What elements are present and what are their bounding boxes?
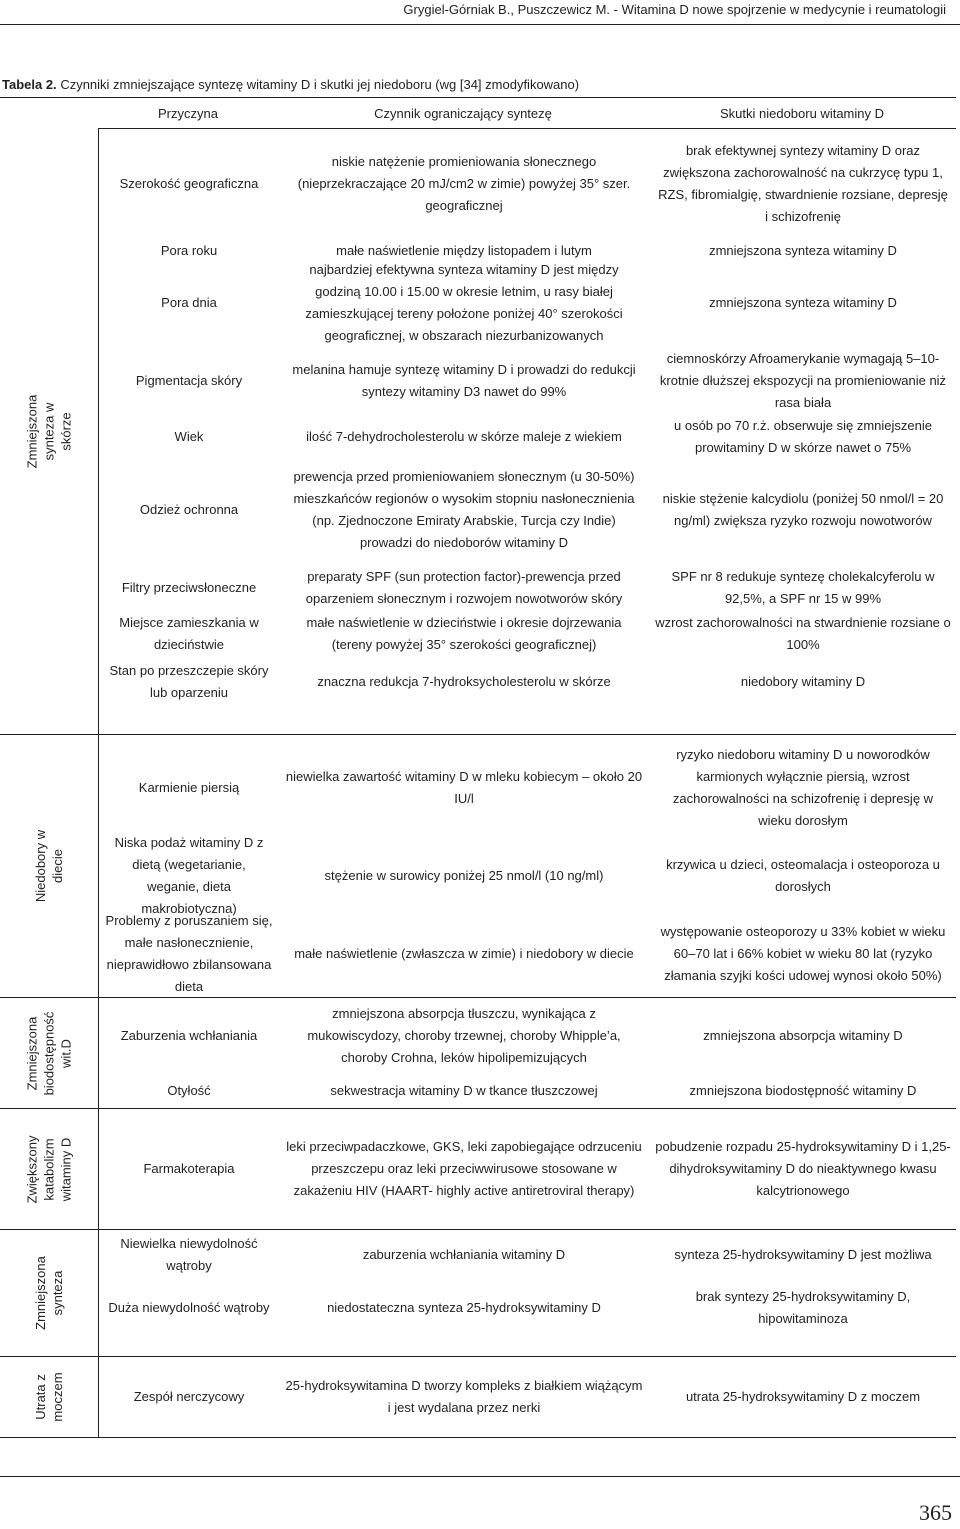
- cause-cell: Miejsce zamieszkania w dzieciństwie: [119, 615, 259, 652]
- table-row: [99, 835, 957, 916]
- effect-cell: zmniejszona synteza witaminy D: [709, 243, 897, 258]
- table-row: [99, 911, 957, 997]
- group-label: [0, 1230, 99, 1356]
- group-label: [0, 1357, 99, 1437]
- table-group: [0, 1109, 956, 1230]
- cause-cell: Pora dnia: [161, 295, 217, 310]
- factor-cell: niewielka zawartość witaminy D w mleku kobiecym – około 20 IU/l: [285, 769, 643, 806]
- header-cause: Przyczyna: [158, 105, 218, 121]
- table-group: [0, 735, 956, 998]
- cause-cell: Farmakoterapia: [143, 1161, 235, 1176]
- cause-cell: Niska podaż witaminy D z dietą (wegetarianie, weganie, dieta makrobiotyczna): [114, 835, 264, 916]
- effect-cell: niedobory witaminy D: [740, 673, 866, 689]
- table-row: [99, 657, 957, 706]
- table-group: [0, 998, 956, 1109]
- header-limiting-factor: Czynnik ograniczający syntezę: [374, 105, 552, 121]
- group-label-text: Zwiększony katabolizm witaminy D: [24, 1135, 74, 1203]
- effect-cell: brak syntezy 25-hydroksywitaminy D, hipowitaminoza: [695, 1289, 911, 1326]
- factor-cell: 25-hydroksywitamina D tworzy kompleks z białkiem wiążącym i jest wydalana przez nerki: [285, 1378, 643, 1415]
- page-number: 365: [919, 1500, 952, 1525]
- effect-cell: utrata 25-hydroksywitaminy D z moczem: [685, 1389, 921, 1404]
- cause-cell: Pora roku: [160, 243, 218, 258]
- table-body: [0, 129, 956, 1438]
- table-row: [99, 1357, 957, 1437]
- effect-cell: krzywica u dzieci, osteomalacja i osteoporoza u dorosłych: [666, 857, 940, 894]
- cause-cell: Otyłość: [167, 1083, 211, 1098]
- cause-cell: Pigmentacja skóry: [135, 373, 243, 388]
- effect-cell: niskie stężenie kalcydiolu (poniżej 50 nmol/l = 20 ng/ml) zwiększa ryzyko rozwoju nowotworów: [662, 491, 944, 528]
- group-label-text: Utrata z moczem: [33, 1372, 65, 1422]
- effect-cell: zmniejszona synteza witaminy D: [709, 295, 897, 310]
- effect-cell: brak efektywnej syntezy witaminy D oraz zwiększona zachorowalność na cukrzycę typu 1, RZS, fibromialgię, stwardnienie rozsiane, depresję i schizofrenię: [658, 143, 948, 224]
- table-row: [99, 129, 957, 239]
- table-title: Czynniki zmniejszające syntezę witaminy D i skutki jej niedoboru (wg [34] zmodyfikowano): [60, 77, 580, 92]
- table-group: [0, 1230, 956, 1357]
- table-row: [99, 735, 957, 841]
- cause-cell: Filtry przeciwsłoneczne: [121, 580, 257, 595]
- factor-cell: zmniejszona absorpcja tłuszczu, wynikająca z mukowiscydozy, choroby trzewnej, choroby Whipple’a, choroby Crohna, leków hipolipemizujących: [307, 1006, 621, 1065]
- factors-table: [0, 97, 956, 1438]
- table-row: [99, 455, 957, 565]
- group-label-text: Niedobory w diecie: [33, 829, 65, 903]
- table-row: [99, 998, 957, 1074]
- factor-cell: ilość 7-dehydrocholesterolu w skórze maleje z wiekiem: [306, 429, 622, 444]
- running-title: Grygiel-Górniak B., Puszczewicz M. - Witamina D nowe spojrzenie w medycynie i reumatologii: [403, 2, 946, 17]
- factor-cell: stężenie w surowicy poniżej 25 nmol/l (10 ng/ml): [324, 868, 604, 883]
- effect-cell: ciemnoskórzy Afroamerykanie wymagają 5–10-krotnie dłuższej ekspozycji na promieniowanie niż rasa biała: [659, 351, 947, 410]
- cause-cell: Stan po przeszczepie skóry lub oparzeniu: [109, 662, 269, 700]
- factor-cell: niskie natężenie promieniowania słonecznego (nieprzekraczające 20 mJ/cm2 w zimie) powyżej 35° szer. geograficznej: [297, 154, 631, 213]
- group-label-text: Zmniejszona synteza w skórze: [24, 394, 74, 469]
- factor-cell: leki przeciwpadaczkowe, GKS, leki zapobiegające odrzuceniu przeszczepu oraz leki przeciwwirusowe stosowane w zakażeniu HIV (HAART- highly active antiretroviral therapy): [286, 1139, 642, 1198]
- table-row: [99, 263, 957, 343]
- group-label-text: Zmniejszona biodostępność wit.D: [24, 1011, 74, 1095]
- cause-cell: Zespół nerczycowy: [133, 1389, 245, 1404]
- factor-cell: sekwestracja witaminy D w tkance tłuszczowej: [330, 1083, 598, 1098]
- factor-cell: niedostateczna synteza 25-hydroksywitaminy D: [327, 1300, 601, 1315]
- table-group: [0, 129, 956, 735]
- running-header: [0, 0, 946, 26]
- header-divider: [0, 24, 960, 25]
- table-row: [99, 1109, 957, 1229]
- effect-cell: pobudzenie rozpadu 25-hydroksywitaminy D i 1,25-dihydroksywitaminy D do nieaktywnego kwasu kalcytrionowego: [655, 1139, 951, 1198]
- cause-cell: Duża niewydolność wątroby: [108, 1300, 270, 1315]
- factor-cell: najbardziej efektywna synteza witaminy D jest między godziną 10.00 i 15.00 w okresie letnim, u rasy białej zamieszkującej tereny położone poniżej 40° szerokości geograficznej, w obszarach niezurbanizowanych: [305, 262, 623, 343]
- effect-cell: ryzyko niedoboru witaminy D u noworodków karmionych wyłącznie piersią, wzrost zachorowalności na schizofrenię i depresję w wieku dorosłym: [672, 747, 934, 828]
- group-rows: [99, 1230, 957, 1356]
- factor-cell: melanina hamuje syntezę witaminy D i prowadzi do redukcji syntezy witaminy D3 nawet do 99%: [292, 362, 636, 399]
- table-row: [99, 419, 957, 455]
- group-rows: [99, 998, 957, 1108]
- cause-cell: Odzież ochronna: [139, 502, 239, 517]
- group-label: [0, 998, 99, 1108]
- effect-cell: u osób po 70 r.ż. obserwuje się zmniejszenie prowitaminy D w skórze nawet o 75%: [674, 418, 932, 455]
- table-group: [0, 1357, 956, 1438]
- cause-cell: Zaburzenia wchłaniania: [120, 1028, 258, 1043]
- effect-cell: SPF nr 8 redukuje syntezę cholekalcyferolu w 92,5%, a SPF nr 15 w 99%: [671, 569, 935, 606]
- table-caption: [2, 76, 958, 94]
- header-effects: Skutki niedoboru witaminy D: [719, 105, 885, 121]
- group-label-text: Zmniejszona synteza: [33, 1256, 65, 1330]
- cause-cell: Problemy z poruszaniem się, małe nasłonecznienie, nieprawidłowo zbilansowana dieta: [105, 913, 273, 994]
- factor-cell: małe naświetlenie między listopadem i lutym: [336, 243, 592, 258]
- table-header: [98, 98, 956, 129]
- factor-cell: znaczna redukcja 7-hydroksycholesterolu w skórze: [317, 673, 611, 689]
- table-row: [99, 1074, 957, 1108]
- table-row: [99, 1230, 957, 1280]
- factor-cell: małe naświetlenie w dzieciństwie i okresie dojrzewania (tereny powyżej 35° szerokości geograficznej): [306, 615, 622, 652]
- cause-cell: Karmienie piersią: [138, 780, 240, 795]
- group-rows: [99, 1357, 957, 1437]
- cause-cell: Niewielka niewydolność wątroby: [120, 1236, 258, 1273]
- effect-cell: wzrost zachorowalności na stwardnienie rozsiane o 100%: [655, 615, 951, 652]
- effect-cell: zmniejszona absorpcja witaminy D: [703, 1028, 903, 1043]
- group-label: [0, 1109, 99, 1229]
- table-label: Tabela 2.: [2, 77, 57, 92]
- table-row: [99, 611, 957, 657]
- footer-divider: [0, 1476, 960, 1477]
- group-label: [0, 129, 99, 734]
- factor-cell: zaburzenia wchłaniania witaminy D: [362, 1247, 566, 1262]
- effect-cell: synteza 25-hydroksywitaminy D jest możliwa: [674, 1247, 932, 1262]
- cause-cell: Wiek: [174, 429, 204, 444]
- table-row: [99, 565, 957, 611]
- table-row: [99, 1280, 957, 1336]
- factor-cell: małe naświetlenie (zwłaszcza w zimie) i niedobory w diecie: [294, 946, 634, 961]
- factor-cell: prewencja przed promieniowaniem słonecznym (u 30-50%) mieszkańców regionów o wysokim stopniu nasłonecznienia (np. Zjednoczone Emiraty Arabskie, Turcja czy Indie) prowadzi do niedoborów witaminy D: [293, 469, 635, 550]
- group-label: [0, 735, 99, 997]
- table-row: [99, 343, 957, 419]
- group-rows: [99, 129, 957, 734]
- factor-cell: preparaty SPF (sun protection factor)-prewencja przed oparzeniem słonecznym i rozwojem nowotworów skóry: [305, 569, 623, 606]
- effect-cell: występowanie osteoporozy u 33% kobiet w wieku 60–70 lat i 66% kobiet w wieku 80 lat (ryzyko złamania szyjki kości udowej wynosi około 50%): [660, 924, 946, 983]
- group-rows: [99, 1109, 957, 1229]
- group-rows: [99, 735, 957, 997]
- cause-cell: Szerokość geograficzna: [119, 176, 259, 191]
- effect-cell: zmniejszona biodostępność witaminy D: [689, 1083, 917, 1098]
